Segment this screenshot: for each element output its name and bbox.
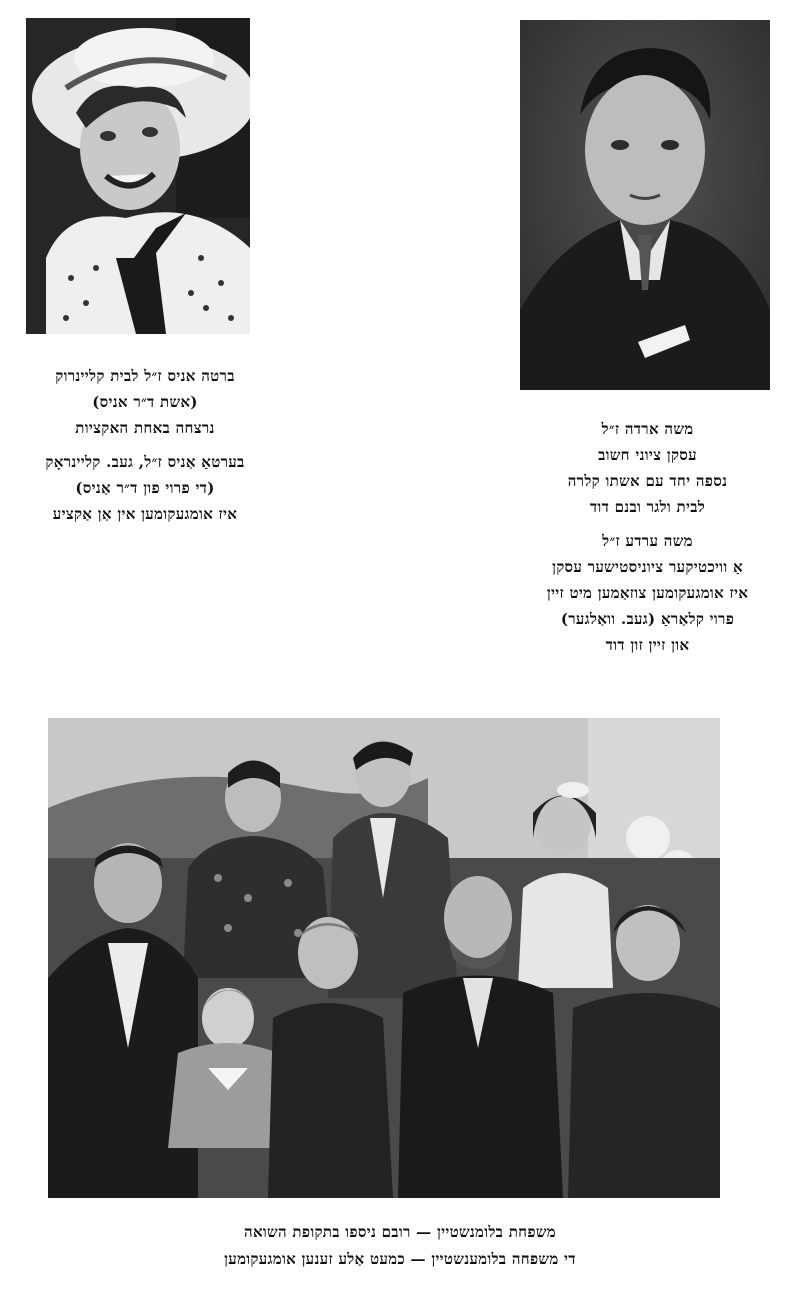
caption-hebrew-line-4: לבית ולגר ובנם דוד (589, 498, 706, 516)
caption-yiddish-line-1: משה ערדע ז״ל (602, 532, 693, 550)
caption-yiddish-line-5: און זיין זון דוד (605, 636, 690, 654)
caption-berta-anis (10, 363, 280, 527)
caption-hebrew-line-2: (אשת ד״ר אניס) (92, 393, 198, 411)
portrait-photo-woman (26, 18, 250, 334)
caption-hebrew-line: משפחת בלומנשטיין — רובם ניספו בתקופת השואה (244, 1223, 556, 1241)
caption-hebrew-line-1: ברטה אניס ז״ל לבית קליינרוק (55, 367, 235, 385)
portrait-photo-man (520, 20, 770, 390)
caption-yiddish-line-3: איז אומגעקומען אין אַן אַקציע (52, 505, 238, 523)
caption-hebrew-line-3: נספה יחד עם אשתו קלרה (567, 472, 728, 490)
caption-hebrew-line-2: עסקן ציוני חשוב (598, 446, 697, 464)
family-group-photo (48, 718, 720, 1198)
caption-yiddish-line-3: איז אומגעקומען צוזאַמען מיט זיין (546, 584, 749, 602)
caption-yiddish-line-1: בערטאַ אַניס ז״ל, געב. קליינראָק (45, 453, 245, 471)
caption-yiddish-line: די משפחה בלומענשטיין — כמעט אַלע זענען אומגעקומען (224, 1250, 576, 1268)
caption-hebrew-line-1: משה ארדה ז״ל (601, 420, 694, 438)
caption-blumenstein-family (40, 1219, 760, 1273)
caption-hebrew-line-3: נרצחה באחת האקציות (75, 419, 215, 437)
caption-yiddish-line-2: (די פרוי פון ד״ר אַניס) (75, 479, 215, 497)
caption-yiddish-line-2: אַ וויכטיקער ציוניסטישער עסקן (552, 558, 743, 576)
caption-yiddish-line-4: פרוי קלאַראַ (געב. וואַלגער) (560, 610, 735, 628)
caption-moshe-erde (495, 416, 800, 658)
